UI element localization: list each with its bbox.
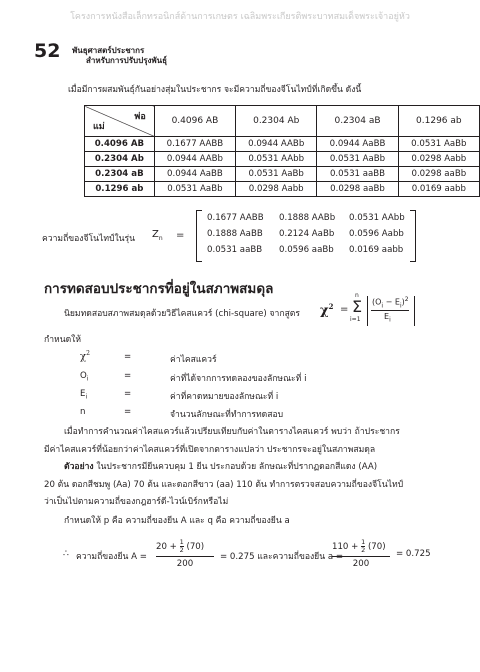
fraction-a [332,537,392,571]
calc-result-a: = 0.725 [396,549,431,559]
fraction-A-line [156,556,214,557]
matrix-cell: 0.0531 aaBB [207,245,263,255]
table-cell: 0.1677 AABB [154,137,235,152]
matrix-cell: 0.0596 aaBb [279,245,334,255]
allele-frequency-calculation [0,537,480,577]
intro-paragraph: เมื่อมีการผสมพันธุ์กันอย่างสุ่มในประชากร จะมีความถี่ของจีโนไทป์ที่เกิดขึ้น ดังนี้ [68,85,362,95]
half-fraction: $\frac{1}{2}$ [361,538,366,554]
section-heading: การทดสอบประชากรที่อยู่ในสภาพสมดุล [44,281,274,297]
fraction-a-numerator: 110 + $\frac{1}{2}$ (70) [332,538,386,554]
book-title-line2: สำหรับการปรับปรุงพันธุ์ [86,56,168,65]
table-cell: 0.0531 AaBb [236,167,317,182]
table-cell: 0.0944 AaBB [317,137,398,152]
corner-father-label: พ่อ [134,112,146,122]
def-meaning: ค่าไคสแควร์ [170,355,217,365]
fraction-a-denominator: 200 [352,559,370,569]
calc-label-A: ความถี่ของยีน A = [76,552,147,562]
col-header: 0.2304 aB [317,106,398,137]
matrix-symbol-sub: n [158,235,163,242]
matrix-cell: 0.0596 Aabb [349,229,404,239]
def-symbol: $\chi^2$ [80,350,90,363]
row-header: 0.2304 aB [85,167,155,182]
row-header: 0.2304 Ab [85,152,155,167]
def-equals: = [124,407,132,417]
given-label: กำหนดให้ [44,335,82,345]
table-cell: 0.0298 aaBb [317,182,398,197]
paragraph-line: มีค่าไคสแควร์ที่น้อยกว่าค่าไคสแควร์ที่เปิดจากตารางแปลว่า ประชากรจะอยู่ในสภาพสมดุล [44,445,376,455]
fraction-a-line [332,556,390,557]
fraction-A-numerator: 20 + $\frac{1}{2}$ (70) [156,538,205,554]
table-row [85,182,480,197]
def-symbol: n [80,407,86,417]
formula-sum-symbol: Σ [352,297,363,316]
formula-sum-lower: i=1 [350,316,361,323]
def-symbol: $O_i$ [80,371,89,383]
paragraph-line: เมื่อทำการคำนวณค่าไคสแควร์แล้วเปรียบเทียบกับค่าในตารางไคสแควร์ พบว่า ถ้าประชากร [64,427,400,437]
formula-sum-upper: n [355,292,359,299]
book-title-line1: พันธุศาสตร์ประชากร [72,46,145,55]
table-cell: 0.0944 AABb [236,137,317,152]
table-cell: 0.0944 AaBB [154,167,235,182]
def-symbol: $E_i$ [80,389,88,401]
def-equals: = [124,371,132,381]
table-cell: 0.0298 aaBb [398,167,479,182]
formula-chi-symbol: $\chi^2$ [320,302,334,319]
formula-denominator: $E_i$ [384,312,391,324]
matrix-cell: 0.2124 AaBb [279,229,335,239]
gamete-cross-table [84,105,480,197]
matrix-symbol-z: Z [152,229,159,240]
table-row [85,137,480,152]
table-cell: 0.0298 Aabb [398,152,479,167]
table-cell: 0.0169 aabb [398,182,479,197]
table-cell: 0.0944 AABb [154,152,235,167]
def-equals: = [124,389,132,399]
table-cell: 0.0531 AaBb [317,152,398,167]
table-row [85,152,480,167]
formula-numerator: $(O_i - E_i)^2$ [372,296,409,310]
formula-fraction-line [371,310,409,311]
col-header: 0.1296 ab [398,106,479,137]
example-label: ตัวอย่าง [64,462,94,472]
row-header: 0.4096 AB [85,137,155,152]
table-cell: 0.0531 AAbb [236,152,317,167]
def-equals: = [124,352,132,362]
fraction-A-denominator: 200 [176,559,194,569]
genotype-matrix [196,210,416,262]
matrix-equals: = [176,230,185,241]
matrix-cell: 0.1888 AABb [279,213,336,223]
table-row [85,167,480,182]
formula-equals: = [340,304,349,315]
table-corner-cell [85,106,155,137]
table-cell: 0.0531 aaBB [317,167,398,182]
example-line: ตัวอย่าง ในประชากรมียีนควบคุม 1 ยีน ประกอบด้วย ลักษณะที่ปรากฏดอกสีแดง (AA) [64,462,378,472]
watermark-text: โครงการหนังสือเล็กทรอนิกส์ด้านการเกษตร เฉลิมพระเกียรติพระบาทสมเด็จพระเจ้าอยู่หัว [70,12,410,22]
table-cell: 0.0531 AaBb [398,137,479,152]
matrix-cell: 0.1677 AABB [207,213,264,223]
row-header: 0.1296 ab [85,182,155,197]
col-header: 0.2304 Ab [236,106,317,137]
define-pq-line: กำหนดให้ p คือ ความถี่ของยีน A และ q คือ ความถี่ของยีน a [64,516,290,526]
matrix-label: ความถี่ของจีโนไทป์ในรุ่น [42,234,136,244]
table-header-row [85,106,480,137]
chi-intro-text: นิยมทดสอบสภาพสมดุลด้วยวิธีไคสแควร์ (chi-square) จากสูตร [64,309,301,319]
def-meaning: จำนวนลักษณะที่ทำการทดสอบ [170,410,284,420]
corner-mother-label: แม่ [93,122,105,132]
matrix-cell: 0.0531 AAbb [349,213,405,223]
therefore-symbol: ∴ [63,549,69,559]
matrix-cell: 0.0169 aabb [349,245,404,255]
table-cell: 0.0298 Aabb [236,182,317,197]
col-header: 0.4096 AB [154,106,235,137]
example-line: ว่าเป็นไปตามความถี่ของกฎฮาร์ดี-ไวน์เบิร์กหรือไม่ [44,497,229,507]
page-number: 52 [34,40,61,62]
def-meaning: ค่าที่คาดหมายของลักษณะที่ i [170,392,279,402]
calc-result-A: = 0.275 และความถี่ของยีน a = [220,552,344,562]
formula-bracket [367,296,415,326]
matrix-symbol [152,229,163,242]
matrix-cell: 0.1888 AaBB [207,229,263,239]
def-meaning: ค่าที่ได้จากการทดลองของลักษณะที่ i [170,374,307,384]
half-fraction: $\frac{1}{2}$ [179,538,184,554]
table-cell: 0.0531 AaBb [154,182,235,197]
fraction-A [156,537,216,571]
example-line: 20 ต้น ดอกสีชมพู (Aa) 70 ต้น และดอกสีขาว (aa) 110 ต้น ทำการตรวจสอบความถี่ของจีโนไทป์ [44,480,404,490]
